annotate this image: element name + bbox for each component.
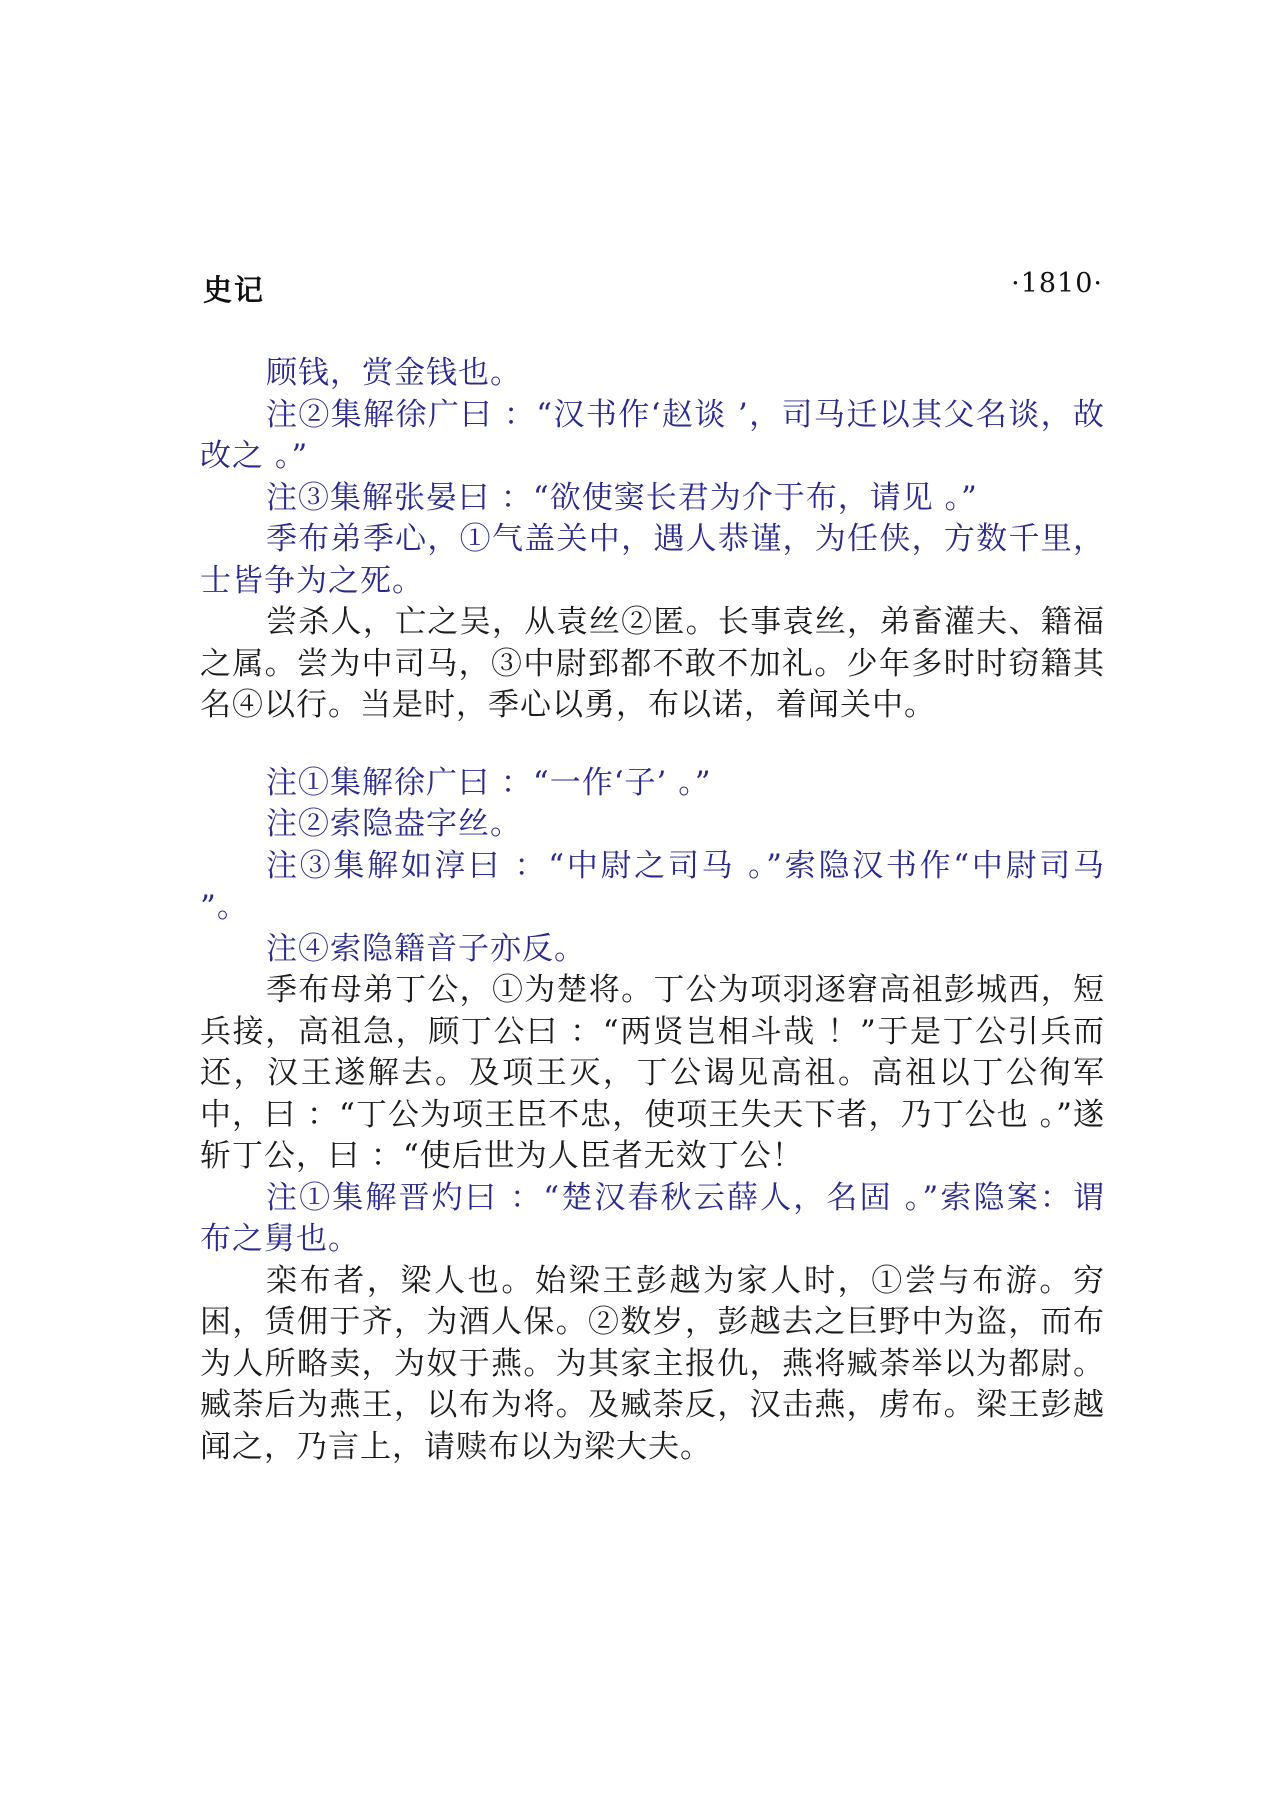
main-text-paragraph: 季布母弟丁公，①为楚将。丁公为项羽逐窘高祖彭城西，短兵接，高祖急，顾丁公曰 ：“两贤岂相斗哉 ！”于是丁公引兵而还，汉王遂解去。及项王灭，丁公谒见高祖。高祖以丁公徇军中，曰 ：“丁公为项王臣不忠，使项王失天下者，乃丁公也 。”遂斩丁公，曰 ：“使后世为人臣者无效丁公！ [200,972,1105,1174]
note-paragraph: 注④索隐籍音子亦反。 [266,930,586,967]
main-text-paragraph: 栾布者，梁人也。始梁王彭越为家人时，①尝与布游。穷困，赁佣于齐，为酒人保。②数岁，彭越去之巨野中为盗，而布为人所略卖，为奴于燕。为其家主报仇，燕将臧荼举以为都尉。臧荼后为燕王，以布为将。及臧荼反，汉击燕，虏布。梁王彭越闻之，乃言上，请赎布以为梁大夫。 [200,1262,1105,1465]
note-paragraph: 注②索隐盎字丝。 [266,806,522,842]
note-paragraph: 注①集解晋灼曰 ：“楚汉春秋云薛人，名固 。”索隐案：谓布之舅也。 [200,1179,1105,1257]
page-number: ·1810· [1011,268,1103,299]
note-paragraph: 季布弟季心，①气盖关中，遇人恭谨，为任侠，方数千里，士皆争为之死。 [200,521,1105,599]
note-paragraph: 注③集解张晏曰 ：“欲使窦长君为介于布，请见 。” [266,479,978,516]
page-header [203,268,1103,308]
book-title: 史记 [203,273,266,307]
note-paragraph: 注②集解徐广曰 ：“汉书作‘赵谈 ’，司马迁以其父名谈，故改之 。” [200,396,1105,474]
note-paragraph: 注③集解如淳曰 ：“中尉之司马 。”索隐汉书作“中尉司马 ”。 [200,847,1105,925]
main-text-paragraph: 尝杀人，亡之吴，从袁丝②匿。长事袁丝，弟畜灌夫、籍福之属。尝为中司马，③中尉郅都不敢不加礼。少年多时时窃籍其名④以行。当是时，季心以勇，布以诺，着闻关中。 [200,604,1105,723]
note-paragraph: 顾钱，赏金钱也。 [266,355,522,391]
note-paragraph: 注①集解徐广曰 ：“一作‘子’ 。” [266,764,712,801]
page-body [200,353,1105,1468]
paragraph-spacer [200,727,1105,763]
